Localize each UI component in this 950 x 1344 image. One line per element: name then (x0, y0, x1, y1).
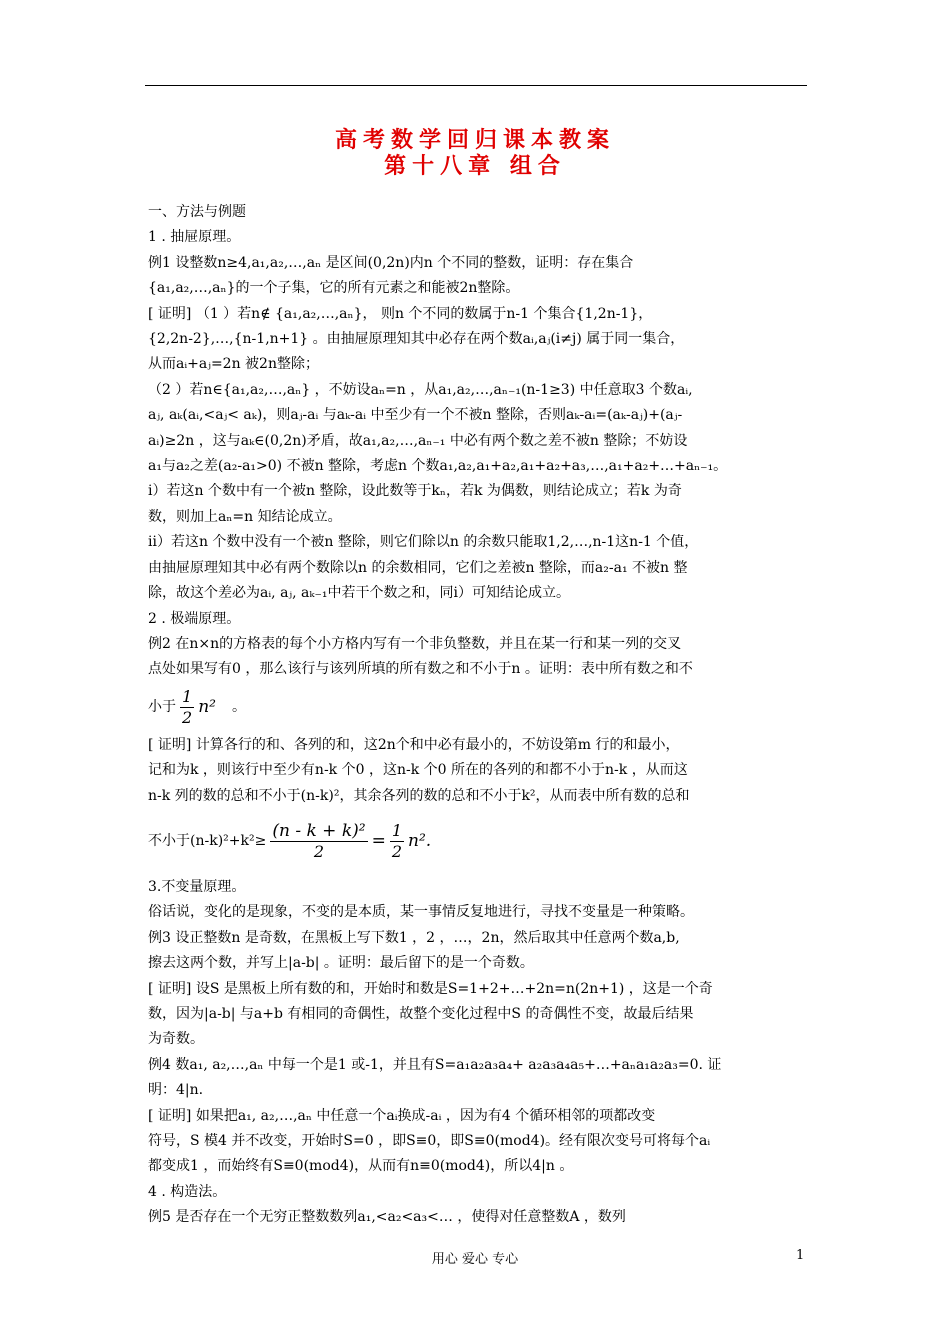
fraction-denominator: 2 (182, 708, 193, 728)
text-line: 擦去这两个数，并写上|a-b| 。证明：最后留下的是一个奇数。 (148, 955, 534, 972)
text-line: 俗话说，变化的是现象，不变的是本质，某一事情反复地进行，寻找不变量是一种策略。 (148, 904, 694, 921)
text-line: 1 . 抽屉原理。 (148, 229, 241, 246)
text-line: ⅰ）若这n 个数中有一个被n 整除，设此数等于kₙ，若k 为偶数，则结论成立；若k 为奇 (148, 483, 682, 500)
fraction-expression: n² (198, 697, 216, 718)
text-line: 例5 是否存在一个无穷正整数数列a₁,<a₂<a₃<… ，使得对任意整数A ，数列 (148, 1209, 626, 1226)
text-line: [ 证明] （1 ）若n∉ {a₁,a₂,…,aₙ}， 则n 个不同的数属于n-1 个集合{1,2n-1}， (148, 305, 653, 322)
text-line: ⅱ）若这n 个数中没有一个被n 整除，则它们除以n 的余数只能取1,2,…,n-1这n-1 个值， (148, 534, 699, 551)
page-number: 1 (796, 1248, 805, 1263)
text-line: aᵢ)≥2n ，这与aₖ∈(0,2n)矛盾，故a₁,a₂,…,aₙ₋₁ 中必有两个数之差不被n 整除；不妨设 (148, 432, 688, 449)
fraction-prefix: 不小于(n-k)²+k²≥ (148, 833, 267, 850)
text-line: [ 证明] 设S 是黑板上所有数的和，开始时和数是S=1+2+…+2n=n(2n+1) ，这是一个奇 (148, 980, 713, 997)
text-block-2 (148, 733, 808, 809)
text-line: 一、方法与例题 (148, 204, 246, 220)
text-line: 由抽屉原理知其中必有两个数除以n 的余数相同，它们之差被n 整除，而a₂-a₁ 不被n 整 (148, 559, 688, 576)
text-line: 明：4|n. (148, 1082, 204, 1099)
fraction-half-2 (390, 821, 404, 862)
fraction-prefix: 小于 (148, 699, 176, 716)
fraction-suffix: 。 (231, 699, 246, 716)
page-footer: 用心 爱心 专心 (431, 1252, 519, 1267)
fraction-denominator: 2 (313, 842, 325, 862)
text-line: 都变成1 ，而始终有S≡0(mod4)，从而有n≡0(mod4)，所以4|n 。 (148, 1158, 574, 1175)
text-line: [ 证明] 计算各行的和、各列的和，这2n个和中必有最小的，不妨设第m 行的和最小， (148, 736, 680, 753)
doc-subtitle: 第十八章 组合 (384, 154, 566, 179)
doc-title: 高考数学回归课本教案 (334, 128, 615, 153)
text-line: 数，因为|a-b| 与a+b 有相同的奇偶性，故整个变化过程中S 的奇偶性不变，故最后结果 (148, 1005, 694, 1022)
text-line: 点处如果写有0 ，那么该行与该列所填的所有数之和不小于n 。证明：表中所有数之和不 (148, 661, 693, 678)
text-line: 3.不变量原理。 (148, 878, 246, 895)
fraction-line-2 (148, 809, 808, 875)
header-rule (145, 85, 807, 86)
fraction-square (270, 821, 367, 862)
text-line: {2,2n-2},…,{n-1,n+1} 。由抽屉原理知其中必存在两个数aᵢ,aⱼ(i≠j) 属于同一集合， (148, 331, 685, 348)
text-line: 除，故这个差必为aᵢ, aⱼ, aₖ₋₁中若干个数之和，同ⅰ）可知结论成立。 (148, 585, 570, 602)
text-line: （2 ）若n∈{a₁,a₂,…,aₙ} ，不妨设aₙ=n ，从a₁,a₂,…,aₙ₋₁(n-1≥3) 中任意取3 个数aᵢ, (148, 381, 693, 398)
text-line: 从而aᵢ+aⱼ=2n 被2n整除； (148, 356, 319, 373)
text-block-3 (148, 875, 808, 1231)
text-line: a₁与a₂之差(a₂-a₁>0) 不被n 整除，考虑n 个数a₁,a₂,a₁+a₂,a₁+a₂+a₃,…,a₁+a₂+…+aₙ₋₁。 (148, 458, 728, 475)
text-line: 符号，S 模4 并不改变，开始时S=0 ，即S≡0，即S≡0(mod4)。经有限次变号可将每个aᵢ (148, 1133, 711, 1149)
text-line: [ 证明] 如果把a₁, a₂,…,aₙ 中任意一个aᵢ换成-aᵢ ，因为有4 个循环相邻的项都改变 (148, 1107, 656, 1124)
text-line: n-k 列的数的总和不小于(n-k)²，其余各列的数的总和不小于k²，从而表中所有数的总和 (148, 787, 690, 804)
text-line: 数，则加上aₙ=n 知结论成立。 (148, 508, 342, 525)
fraction-numerator: 1 (391, 821, 402, 841)
doc-body (148, 200, 808, 1231)
equals-sign: = (371, 831, 386, 852)
text-line: 为奇数。 (148, 1031, 204, 1048)
text-line: 4 . 构造法。 (148, 1183, 227, 1200)
fraction-numerator: 1 (182, 687, 193, 707)
text-line: 例1 设整数n≥4,a₁,a₂,…,aₙ 是区间(0,2n)内n 个不同的整数，证明：存在集合 (148, 254, 634, 271)
text-line: {a₁,a₂,…,aₙ}的一个子集，它的所有元素之和能被2n整除。 (148, 280, 520, 297)
fraction-denominator: 2 (391, 842, 402, 862)
text-line: aⱼ, aₖ(aᵢ,<aⱼ< aₖ)，则aⱼ-aᵢ 与aₖ-aᵢ 中至少有一个不被n 整除，否则aₖ-aᵢ=(aₖ-aⱼ)+(aⱼ- (148, 407, 683, 424)
fraction-half (180, 687, 194, 728)
text-line: 2 . 极端原理。 (148, 610, 241, 627)
fraction-numerator: (n - k + k)² (272, 821, 366, 842)
text-block-1 (148, 200, 808, 683)
text-line: 例2 在n×n的方格表的每个小方格内写有一个非负整数，并且在某一行和某一列的交叉 (148, 635, 682, 652)
text-line: 例3 设正整数n 是奇数，在黑板上写下数1 ，2 ，…，2n，然后取其中任意两个数a,b, (148, 929, 680, 946)
text-line: 记和为k ，则该行中至少有n-k 个0 ，这n-k 个0 所在的各列的和都不小于n-k ，从而这 (148, 762, 688, 779)
fraction-line-1 (148, 683, 808, 733)
fraction-expression: n². (408, 831, 432, 852)
text-line: 例4 数a₁, a₂,…,aₙ 中每一个是1 或-1，并且有S=a₁a₂a₃a₄+ a₂a₃a₄a₅+…+aₙa₁a₂a₃=0. 证 (148, 1056, 722, 1073)
